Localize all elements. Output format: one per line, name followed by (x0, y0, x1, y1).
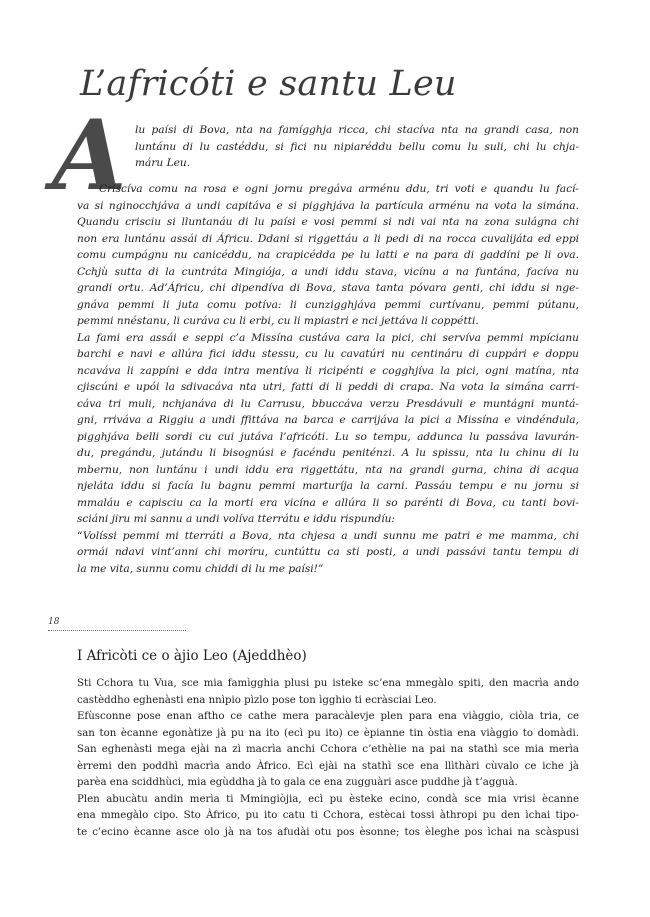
text-line: va si nginocchjáva a undi capitáva e si pigghjáva la partícula arménu na vota la simána. (77, 199, 579, 212)
text-line: non era luntánu assái di Áfricu. Ddani si riggettáu a li pedi di na rocca cuvalijáta ed eppi (77, 232, 579, 245)
text-line: castèddho eghenàsti ena nnìpio pìzlo pose ton ìgghio ti ecràsciai Leo. (77, 694, 437, 706)
text-line: cjiscúni e upói la sdivacáva nta utri, fatti di li peddi di crapa. Na vota la simána carri- (77, 381, 579, 393)
drop-cap: A (52, 99, 127, 212)
text-line: pigghjáva belli sordi cu cui jutáva l’africóti. Lu so tempu, addunca lu passáva lavurán- (77, 430, 579, 443)
text-line: mmaláu e capisciu ca la morti era vicína e allúra li so parénti di Bova, cu tanti bovi- (77, 496, 579, 509)
text-line: grandi ortu. Ad’Áfricu, chi dipendíva di Bova, stava tanta póvara genti, chi iddu si nge- (77, 282, 579, 294)
text-line: mbernu, non luntánu i undi iddu era riggettátu, nta na grandi gurna, china di acqua (77, 463, 579, 476)
text-line: Cchjù sutta di la cuntráta Mingiója, a undi iddu stava, vicínu a na funtána, facíva nu (77, 265, 579, 278)
text-line: ormái ndavi vint’anni chi moríru, cuntúttu ca sti posti, a undi passávi tantu tempu di (77, 546, 579, 558)
text-line: ncaváva li zappíni e dda intra mentíva li ricipénti e cogghjíva la pici, ogni matína, nta (77, 364, 579, 377)
text-line: njeláta iddu si facía lu bagnu pemmi marturíja la carni. Passáu tempu e nu jornu si (77, 480, 579, 492)
page-number: 18 (48, 617, 60, 627)
greek-text (77, 676, 579, 841)
text-line: pemmi nnéstanu, li curáva cu li erbi, cu li mpiastri e nci jettáva li coppétti. (77, 315, 479, 327)
greek-section-title: I Africòti ce o àjio Leo (Ajeddhèo) (77, 648, 307, 664)
text-line: san ton ècanne egonàtize jà pu na ito (ecì pu ito) ce èpianne tin òstia ena viàggio to domàdi. (77, 727, 579, 739)
text-line: “Volíssi pemmi mi tterráti a Bova, nta chjesa a undi sunnu me patri e me mamma, chi (77, 529, 579, 542)
text-line: barchi e navi e allúra fici iddu stessu, cu lu cavatúri nu centináru di cuppári e doppu (77, 348, 579, 360)
calabrian-text (77, 181, 579, 577)
text-line: du, pregándu, jutándu li bisognúsi e facéndu peniténzi. A lu spissu, nta lu chinu di lu (77, 447, 579, 459)
text-line: San eghenàsti mega ejài na zì macrìa anchi Cchora c’ethèlie na pai na stathì sce mia merìa (77, 744, 579, 755)
text-line: te c’ecino ècanne asce olo jà na tos afudài otu pos èsonne; tos èleghe pos ìchai na scàspusi (77, 826, 579, 838)
text-line: ena mmegàlo cipo. Sto Àfrico, pu ito catu ti Cchora, estècai tossi àthropi pu den ìchai tipo- (77, 810, 579, 821)
text-line: cáva tri muli, nchjanáva di lu Carrusu, bbuccáva verzu Presdávuli e muntágni muntá- (77, 397, 579, 410)
footnote-divider (48, 630, 186, 631)
text-line: Efùsconne pose enan aftho ce cathe mera paracàlevje plen para ena viàggio, ciòla tria, ce (77, 711, 579, 722)
text-line: lu paísi di Bova, nta na famígghja ricca, chi stacíva nta na grandi casa, non (135, 124, 579, 136)
text-line: èrremi den poddhì macrìa ando Àfrico. Ecì ejài na stathì sce ena llìthàri cùvalo ce iche jà (77, 760, 579, 772)
text-line: gnáva pemmi li juta comu potíva: li cunzigghjáva pemmi curtívanu, pemmi pútanu, (77, 298, 579, 311)
text-line: Plen abucàtu andin merìa ti Mmingiòjia, ecì pu èsteke ecino, condà sce mia vrisi ècanne (77, 793, 579, 805)
text-line: Quandu crisciu si lluntanáu di lu paísi e vosi pemmi si ndi vai nta na zona sulágna chi (77, 216, 579, 228)
text-line: máru Leu. (135, 157, 191, 169)
page-title: L’africóti e santu Leu (80, 64, 457, 104)
text-line: luntánu di lu castéddu, si fici nu nipiaréddu bellu comu lu suli, chi lu chja- (135, 140, 579, 153)
text-line: la me vita, sunnu comu chiddi di lu me paísi!” (77, 562, 324, 575)
text-line: parèa ena sciddhùci, mia egùddha jà to gala ce ena zugguàri asce puddhe jà t’agguà. (77, 777, 518, 788)
text-line: Criscíva comu na rosa e ogni jornu pregáva arménu ddu, tri voti e quandu lu fací- (99, 183, 579, 195)
text-line: gni, rriváva a Riggiu a undi ffittáva na barca e carrijáva la pici a Missína e vindéndula, (77, 414, 579, 426)
text-line: comu cumpágnu nu canicéddu, na crapicédda pe lu latti e na para di gaddíni pe li ova. (77, 249, 579, 261)
calabrian-text-first (77, 122, 579, 172)
text-line: La fami era assái e seppi c’a Missína custáva cara la pici, chi servíva pemmi mpícianu (77, 331, 579, 344)
text-line: Sti Cchora tu Vua, sce mia famìgghia plusi pu isteke sc’ena mmegàlo spiti, den macrìa ando (77, 678, 579, 689)
text-line: sciáni jiru mi sannu a undi volíva tterrátu e iddu rispundíu: (77, 513, 395, 525)
